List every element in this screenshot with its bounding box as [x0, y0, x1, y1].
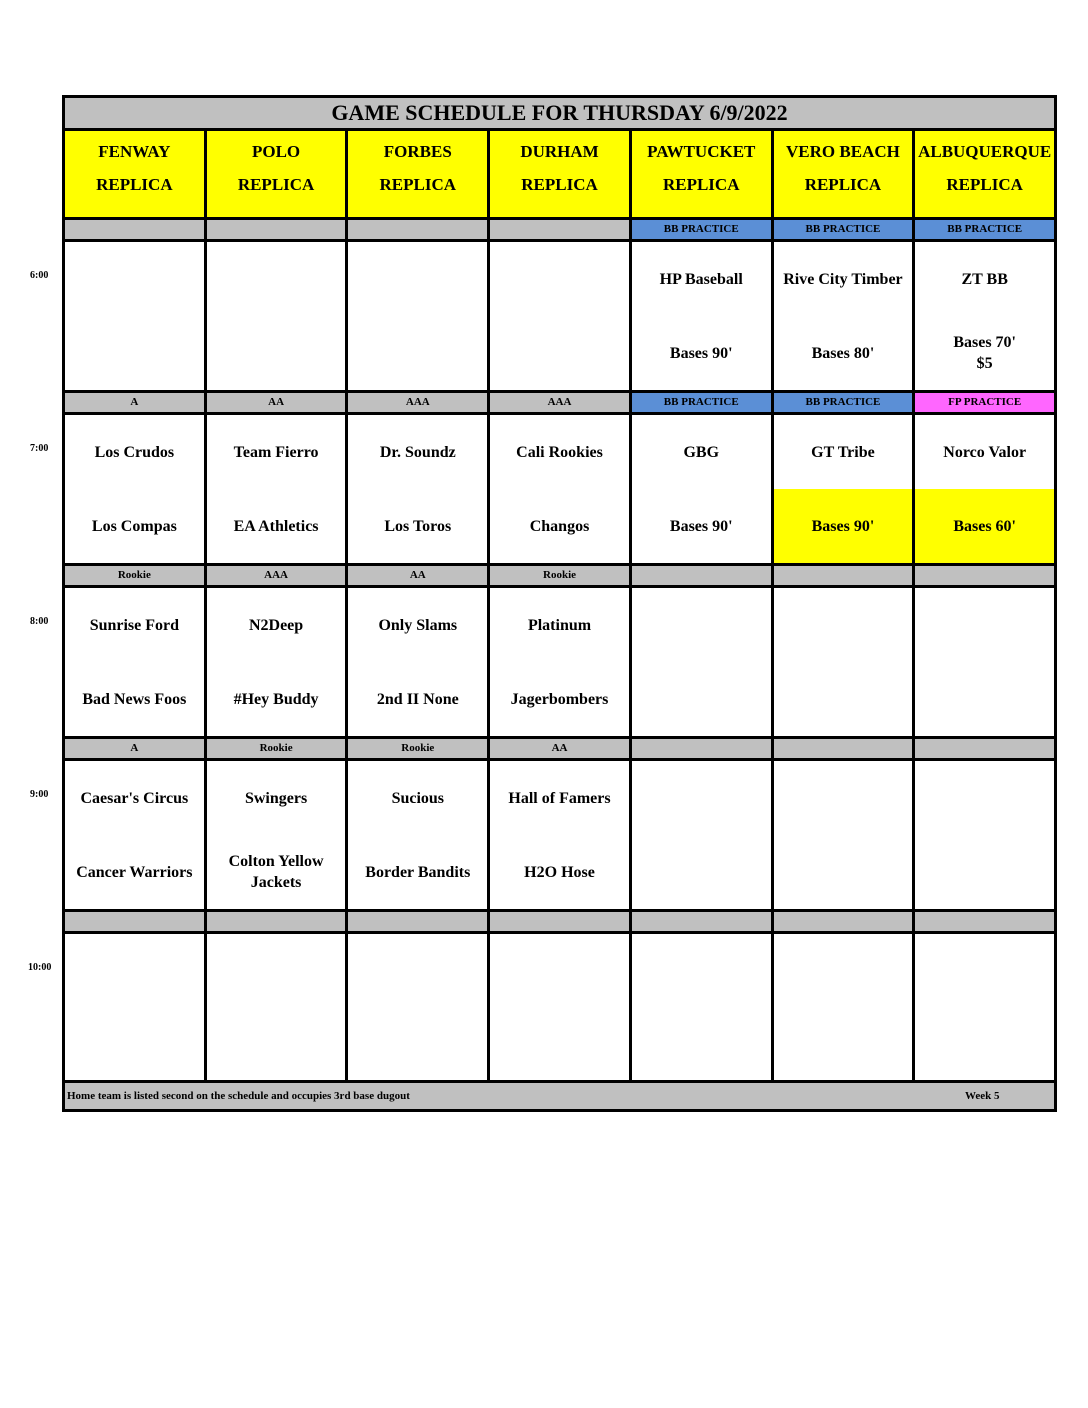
visiting-team — [207, 934, 346, 1007]
visiting-team: Cali Rookies — [516, 443, 603, 461]
home-team: #Hey Buddy — [233, 690, 319, 708]
field-name: VERO BEACH — [786, 142, 900, 161]
visiting-team — [207, 242, 346, 316]
time-label: 7:00 — [30, 443, 49, 454]
visiting-team — [490, 934, 629, 1007]
game-cell-fenway — [65, 761, 207, 909]
field-type: REPLICA — [804, 175, 882, 194]
division-label-row — [65, 220, 1054, 242]
home-team — [632, 835, 771, 909]
visiting-team — [632, 761, 771, 835]
visiting-team: Norco Valor — [943, 443, 1027, 461]
game-cell-vero-beach — [774, 761, 916, 909]
division-label-fenway: Rookie — [65, 566, 207, 585]
game-cell-fenway — [65, 242, 207, 390]
game-cell-polo — [207, 761, 349, 909]
visiting-team: Los Crudos — [94, 443, 175, 461]
schedule-title: GAME SCHEDULE FOR THURSDAY 6/9/2022 — [65, 98, 1054, 131]
game-cell-pawtucket — [632, 242, 774, 390]
game-cell-vero-beach — [774, 242, 916, 390]
home-team — [490, 1007, 629, 1080]
home-team — [774, 662, 913, 736]
time-label: 8:00 — [30, 616, 49, 627]
visiting-team — [915, 588, 1054, 662]
visiting-team: Only Slams — [378, 616, 458, 634]
field-name: FORBES — [383, 142, 452, 161]
visiting-team: Team Fierro — [233, 443, 319, 461]
home-team — [915, 1007, 1054, 1080]
home-team — [915, 835, 1054, 909]
division-label-row — [65, 739, 1054, 761]
field-header-albuquerque — [915, 131, 1054, 217]
division-label-fenway: A — [65, 393, 207, 412]
game-cell-forbes — [348, 415, 490, 563]
home-team: H2O Hose — [524, 863, 595, 881]
game-row — [65, 588, 1054, 739]
game-cell-durham — [490, 242, 632, 390]
division-label-albuquerque: BB PRACTICE — [915, 220, 1054, 239]
game-cell-forbes — [348, 934, 490, 1080]
division-label-pawtucket — [632, 739, 774, 758]
division-label-fenway — [65, 912, 207, 931]
visiting-team — [65, 934, 204, 1007]
game-cell-forbes — [348, 761, 490, 909]
division-label-forbes — [348, 912, 490, 931]
home-team — [915, 662, 1054, 736]
division-label-forbes — [348, 220, 490, 239]
home-team: Cancer Warriors — [76, 863, 193, 881]
home-team: Border Bandits — [365, 863, 471, 881]
field-type: REPLICA — [662, 175, 740, 194]
home-team: Colton Yellow Jackets — [228, 853, 324, 891]
division-label-vero-beach — [774, 566, 916, 585]
game-cell-pawtucket — [632, 415, 774, 563]
visiting-team — [632, 934, 771, 1007]
home-team: Bases 80' — [811, 344, 875, 362]
division-label-albuquerque: FP PRACTICE — [915, 393, 1054, 412]
division-label-polo: AA — [207, 393, 349, 412]
game-cell-pawtucket — [632, 934, 774, 1080]
visiting-team: HP Baseball — [659, 270, 743, 288]
division-label-forbes: Rookie — [348, 739, 490, 758]
time-label: 9:00 — [30, 789, 49, 800]
division-label-polo — [207, 912, 349, 931]
game-cell-durham — [490, 588, 632, 736]
field-header-pawtucket — [632, 131, 774, 217]
field-type: REPLICA — [237, 175, 315, 194]
division-label-polo — [207, 220, 349, 239]
game-row — [65, 242, 1054, 393]
visiting-team — [774, 934, 913, 1007]
game-row — [65, 934, 1054, 1083]
field-type: REPLICA — [946, 175, 1023, 194]
division-label-durham: AA — [490, 739, 632, 758]
home-team — [774, 1007, 913, 1080]
visiting-team: Dr. Soundz — [379, 443, 456, 461]
field-name: DURHAM — [520, 142, 599, 161]
game-row — [65, 415, 1054, 566]
visiting-team: Hall of Famers — [508, 789, 611, 807]
schedule-table — [62, 95, 1057, 1112]
field-header-forbes — [348, 131, 490, 217]
home-team — [65, 316, 204, 390]
home-team — [348, 1007, 487, 1080]
game-cell-albuquerque — [915, 934, 1054, 1080]
game-cell-fenway — [65, 415, 207, 563]
division-label-albuquerque — [915, 912, 1054, 931]
game-cell-albuquerque — [915, 242, 1054, 390]
home-team: Jagerbombers — [510, 690, 609, 708]
home-team: Bases 60' — [915, 489, 1054, 563]
home-team — [632, 662, 771, 736]
division-label-pawtucket — [632, 566, 774, 585]
week-label: Week 5 — [965, 1090, 1000, 1102]
game-cell-durham — [490, 415, 632, 563]
time-slots — [65, 220, 1054, 1083]
time-label: 10:00 — [28, 962, 52, 973]
visiting-team: GT Tribe — [811, 443, 875, 461]
home-team: Los Compas — [91, 517, 177, 535]
division-label-fenway: A — [65, 739, 207, 758]
home-team: Bases 90' — [669, 344, 733, 362]
home-team: Bases 70' $5 — [953, 334, 1016, 372]
home-team: 2nd II None — [376, 690, 459, 708]
home-team — [774, 835, 913, 909]
division-label-vero-beach — [774, 912, 916, 931]
visiting-team — [348, 242, 487, 316]
visiting-team — [774, 588, 913, 662]
visiting-team: Sucious — [391, 789, 445, 807]
visiting-team — [632, 588, 771, 662]
visiting-team — [915, 934, 1054, 1007]
visiting-team: N2Deep — [248, 616, 304, 634]
division-label-pawtucket — [632, 912, 774, 931]
home-team: Bases 90' — [669, 517, 733, 535]
division-label-fenway — [65, 220, 207, 239]
home-team — [632, 1007, 771, 1080]
field-header-vero-beach — [774, 131, 916, 217]
field-name: POLO — [251, 142, 301, 161]
division-label-durham — [490, 912, 632, 931]
field-header-fenway — [65, 131, 207, 217]
game-cell-durham — [490, 761, 632, 909]
visiting-team — [915, 761, 1054, 835]
home-team: Changos — [529, 517, 590, 535]
division-label-durham — [490, 220, 632, 239]
division-label-row — [65, 566, 1054, 588]
division-label-durham: Rookie — [490, 566, 632, 585]
home-team: Los Toros — [384, 517, 452, 535]
visiting-team — [490, 242, 629, 316]
game-cell-vero-beach — [774, 934, 916, 1080]
visiting-team: Rive City Timber — [783, 270, 903, 288]
visiting-team: Sunrise Ford — [89, 616, 180, 634]
visiting-team — [65, 242, 204, 316]
game-cell-polo — [207, 242, 349, 390]
game-cell-fenway — [65, 934, 207, 1080]
game-cell-pawtucket — [632, 588, 774, 736]
division-label-polo: Rookie — [207, 739, 349, 758]
home-team: Bad News Foos — [82, 690, 187, 708]
division-label-vero-beach: BB PRACTICE — [774, 393, 916, 412]
home-team — [65, 1007, 204, 1080]
home-team — [490, 316, 629, 390]
visiting-team — [348, 934, 487, 1007]
division-label-vero-beach — [774, 739, 916, 758]
division-label-pawtucket: BB PRACTICE — [632, 393, 774, 412]
visiting-team: ZT BB — [961, 270, 1008, 288]
division-label-polo: AAA — [207, 566, 349, 585]
game-cell-polo — [207, 934, 349, 1080]
game-cell-polo — [207, 588, 349, 736]
game-cell-albuquerque — [915, 761, 1054, 909]
division-label-vero-beach: BB PRACTICE — [774, 220, 916, 239]
division-label-pawtucket: BB PRACTICE — [632, 220, 774, 239]
game-cell-forbes — [348, 588, 490, 736]
game-cell-durham — [490, 934, 632, 1080]
field-type: REPLICA — [96, 175, 173, 194]
game-cell-albuquerque — [915, 588, 1054, 736]
field-type: REPLICA — [379, 175, 457, 194]
home-team: EA Athletics — [233, 517, 319, 535]
field-header-polo — [207, 131, 349, 217]
game-cell-polo — [207, 415, 349, 563]
game-cell-fenway — [65, 588, 207, 736]
visiting-team: Caesar's Circus — [80, 789, 189, 807]
game-cell-albuquerque — [915, 415, 1054, 563]
field-name: FENWAY — [98, 142, 171, 161]
game-cell-vero-beach — [774, 588, 916, 736]
division-label-durham: AAA — [490, 393, 632, 412]
home-team: Bases 90' — [774, 489, 913, 563]
game-cell-forbes — [348, 242, 490, 390]
footer-bar — [65, 1083, 1054, 1109]
division-label-forbes: AA — [348, 566, 490, 585]
visiting-team: Platinum — [527, 616, 592, 634]
home-team — [207, 1007, 346, 1080]
division-label-albuquerque — [915, 566, 1054, 585]
footer-note: Home team is listed second on the schedule and occupies 3rd base dugout — [67, 1090, 410, 1102]
home-team — [207, 316, 346, 390]
division-label-albuquerque — [915, 739, 1054, 758]
visiting-team — [774, 761, 913, 835]
division-label-row — [65, 912, 1054, 934]
field-name: ALBUQUERQUE — [918, 142, 1052, 161]
visiting-team: Swingers — [244, 789, 308, 807]
field-name: PAWTUCKET — [647, 142, 756, 161]
game-cell-pawtucket — [632, 761, 774, 909]
field-header-row — [65, 131, 1054, 220]
time-label: 6:00 — [30, 270, 49, 281]
field-type: REPLICA — [521, 175, 598, 194]
home-team — [348, 316, 487, 390]
division-label-forbes: AAA — [348, 393, 490, 412]
field-header-durham — [490, 131, 632, 217]
division-label-row — [65, 393, 1054, 415]
visiting-team: GBG — [683, 443, 720, 461]
game-cell-vero-beach — [774, 415, 916, 563]
game-row — [65, 761, 1054, 912]
